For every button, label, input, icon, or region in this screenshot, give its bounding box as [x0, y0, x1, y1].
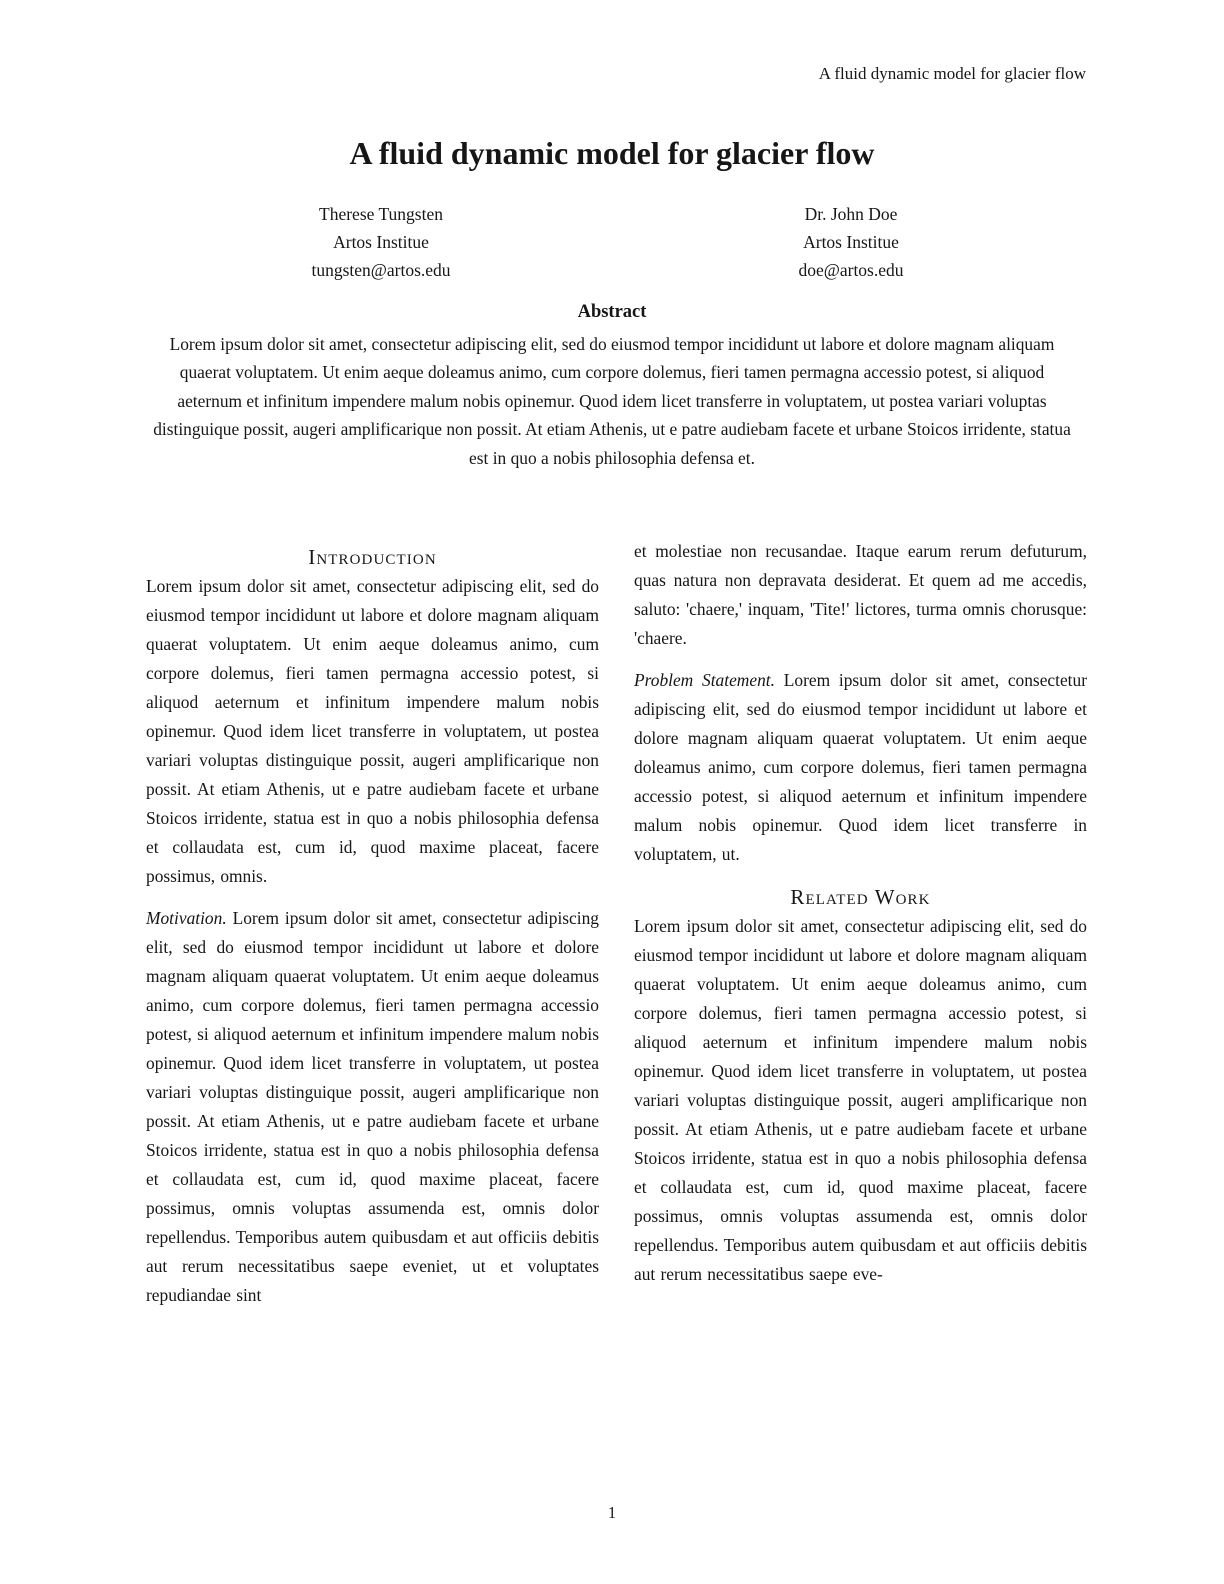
author-block-row: [146, 200, 1086, 284]
continuation-paragraph: et molestiae non recusandae. Itaque earum rerum defuturum, quas natura non depravata desiderat. Et quem ad me accedis, saluto: 'chaere,' inquam, 'Tite!' lictores, turma omnis chorusque: 'chaere.: [634, 541, 1087, 648]
paper-title: A fluid dynamic model for glacier flow: [349, 135, 875, 171]
problem-statement-paragraph-text: Lorem ipsum dolor sit amet, consectetur adipiscing elit, sed do eiusmod tempor incididunt ut labore et dolore magnam aliquam quaerat voluptatem. Ut enim aeque doleamus animo, cum corpore dolemus, fieri tamen permagna accessio potest, si aliquod aeternum et infinitum impendere malum nobis opinemur. Quod idem licet transferre in voluptatem, ut.: [634, 670, 1088, 864]
author-1-name: Therese Tungsten: [319, 204, 443, 224]
page-number: 1: [607, 1503, 617, 1522]
related-work-paragraph: Lorem ipsum dolor sit amet, consectetur adipiscing elit, sed do eiusmod tempor incididunt ut labore et dolore magnam aliquam quaerat voluptatem. Ut enim aeque doleamus animo, cum corpore dolemus, fieri tamen permagna accessio potest, si aliquod aeternum et infinitum impendere malum nobis opinemur. Quod idem licet transferre in voluptatem, ut postea variari voluptas distinguique possit, augeri amplificarique non possit. At etiam Athenis, ut e patre audiebam facete et urbane Stoicos irridente, statua est in quo a nobis philosophia defensa et collaudata est, cum id, quod maxime placeat, facere possimus, omnis voluptas assumenda est, omnis dolor repellendus. Temporibus autem quibusdam et aut officiis debitis aut rerum necessitatibus saepe eve-: [634, 916, 1087, 1284]
abstract-section: [147, 301, 1077, 472]
motivation-runin-label: Motivation.: [146, 908, 227, 928]
author-2-email: doe@artos.edu: [798, 260, 904, 280]
left-column: [146, 537, 599, 1310]
running-header-title: A fluid dynamic model for glacier flow: [818, 64, 1086, 83]
section-heading-related-work: Related Work: [790, 885, 931, 909]
author-2-name: Dr. John Doe: [804, 204, 898, 224]
author-block-2: [616, 200, 1086, 284]
two-column-body: [146, 537, 1087, 1310]
motivation-paragraph-text: Lorem ipsum dolor sit amet, consectetur adipiscing elit, sed do eiusmod tempor incididunt ut labore et dolore magnam aliquam quaerat voluptatem. Ut enim aeque doleamus animo, cum corpore dolemus, fieri tamen permagna accessio potest, si aliquod aeternum et infinitum impendere malum nobis opinemur. Quod idem licet transferre in voluptatem, ut postea variari voluptas distinguique possit, augeri amplificarique non possit. At etiam Athenis, ut e patre audiebam facete et urbane Stoicos irridente, statua est in quo a nobis philosophia defensa et collaudata est, cum id, quod maxime placeat, facere possimus, omnis voluptas assumenda est, omnis dolor repellendus. Temporibus autem quibusdam et aut officiis debitis aut rerum necessitatibus saepe eveniet, ut et voluptates repudiandae sint: [146, 908, 599, 1305]
section-heading-introduction: Introduction: [308, 545, 437, 569]
introduction-paragraph: Lorem ipsum dolor sit amet, consectetur adipiscing elit, sed do eiusmod tempor incididunt ut labore et dolore magnam aliquam quaerat voluptatem. Ut enim aeque doleamus animo, cum corpore dolemus, fieri tamen permagna accessio potest, si aliquod aeternum et infinitum impendere malum nobis opinemur. Quod idem licet transferre in voluptatem, ut postea variari voluptas distinguique possit, augeri amplificarique non possit. At etiam Athenis, ut e patre audiebam facete et urbane Stoicos irridente, statua est in quo a nobis philosophia defensa et collaudata est, cum id, quod maxime placeat, facere possimus, omnis.: [146, 576, 599, 886]
problem-statement-paragraph: [634, 666, 1087, 869]
author-2-affiliation: Artos Institue: [803, 232, 899, 252]
author-1-affiliation: Artos Institue: [333, 232, 429, 252]
problem-statement-runin-label: Problem Statement.: [634, 670, 775, 690]
motivation-paragraph: [146, 904, 599, 1310]
abstract-heading: Abstract: [577, 302, 647, 322]
author-1-email: tungsten@artos.edu: [311, 260, 451, 280]
author-block-1: [146, 200, 616, 284]
right-column: [634, 537, 1087, 1310]
abstract-text: Lorem ipsum dolor sit amet, consectetur adipiscing elit, sed do eiusmod tempor incididunt ut labore et dolore magnam aliquam quaerat voluptatem. Ut enim aeque doleamus animo, cum corpore dolemus, fieri tamen permagna accessio potest, si aliquod aeternum et infinitum impendere malum nobis opinemur. Quod idem licet transferre in voluptatem, ut postea variari voluptas distinguique possit, augeri amplificarique non possit. At etiam Athenis, ut e patre audiebam facete et urbane Stoicos irridente, statua est in quo a nobis philosophia defensa et.: [153, 334, 1071, 468]
